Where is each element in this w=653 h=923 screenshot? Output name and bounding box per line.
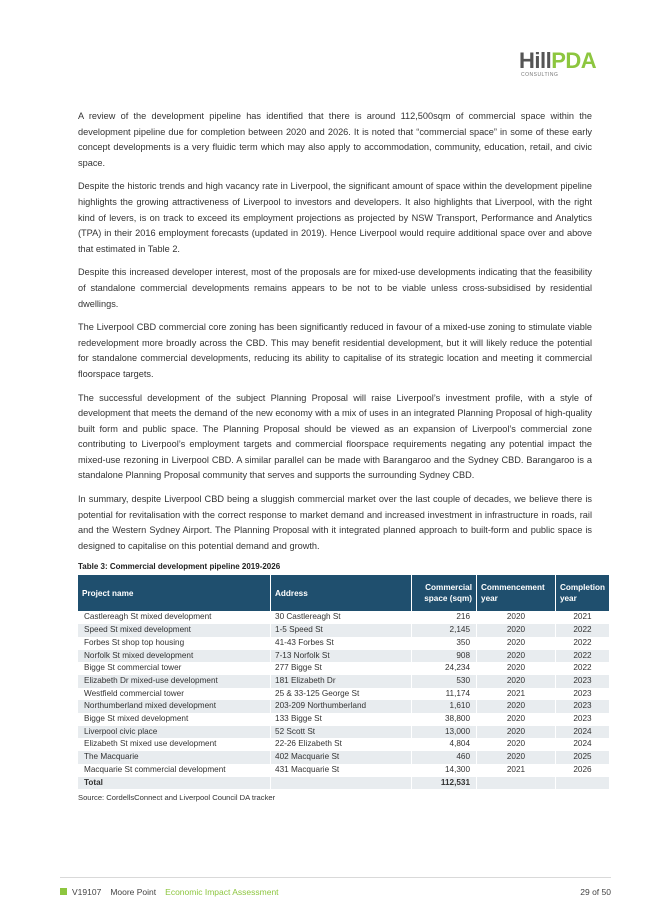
table-cell [555, 777, 609, 790]
table-row [78, 624, 609, 637]
table-cell: 431 Macquarie St [271, 764, 412, 777]
paragraph: The successful development of the subject Planning Proposal will raise Liverpool’s investment profile, with a style of development that meets the demand of the new economy with a mix of uses in an integrated Planning Proposal of high-quality built form and public space. The Planning Proposal should be viewed as an expansion of Liverpool’s commercial zone contributing to Liverpool’s employment targets and commercial floorspace requirements negating any potential impact the mixed-use rezoning in Liverpool CBD. A similar parallel can be made with Barangaroo and the Sydney CBD. Barangaroo is a standalone Planning Proposal community that serves and supports the surrounding Sydney CBD. [78, 392, 592, 481]
table-cell: 530 [412, 675, 477, 688]
column-header: Commencement year [477, 575, 556, 611]
logo-text-hill: Hill [519, 48, 552, 73]
table-cell [477, 777, 556, 790]
logo-text-pda: PDA [551, 48, 597, 73]
table-row [78, 751, 609, 764]
table-row [78, 611, 609, 624]
table-cell: 2021 [555, 611, 609, 624]
paragraph: Despite this increased developer interest, most of the proposals are for mixed-use developments indicating that the feasibility of standalone commercial developments remains appears to be not to be viable unless cross-subsidised by residential dwellings. [78, 267, 592, 309]
table-cell: 112,531 [412, 777, 477, 790]
table-cell: Bigge St commercial tower [78, 662, 271, 675]
table-row [78, 713, 609, 726]
footer-divider [60, 877, 611, 878]
table-row [78, 650, 609, 663]
table-row [78, 662, 609, 675]
table-cell: The Macquarie [78, 751, 271, 764]
table-cell: 2020 [477, 738, 556, 751]
table-cell: 2023 [555, 700, 609, 713]
table-cell: 2020 [477, 713, 556, 726]
column-header: Commercial space (sqm) [412, 575, 477, 611]
pipeline-table [78, 575, 609, 789]
table-cell: Macquarie St commercial development [78, 764, 271, 777]
table-row [78, 726, 609, 739]
table-cell: 350 [412, 637, 477, 650]
table-source-note: Source: CordellsConnect and Liverpool Council DA tracker [78, 793, 276, 803]
table-cell: 2026 [555, 764, 609, 777]
table-cell: 2020 [477, 611, 556, 624]
table-cell: Elizabeth St mixed use development [78, 738, 271, 751]
table-cell: 13,000 [412, 726, 477, 739]
paragraph: The Liverpool CBD commercial core zoning has been significantly reduced in favour of a mixed-use zoning to stimulate viable redevelopment more broadly across the CBD. This may benefit residential development, but it will likely reduce the potential for standalone commercial developments, reducing its ability to capitalise of its strategic location and meeting it commercial floorspace targets. [78, 322, 592, 379]
table-cell: 22-26 Elizabeth St [271, 738, 412, 751]
table-caption: Table 3: Commercial development pipeline 2019-2026 [78, 562, 281, 572]
table-cell: 133 Bigge St [271, 713, 412, 726]
column-header: Completion year [559, 583, 605, 604]
table-cell: 7-13 Norfolk St [271, 650, 412, 663]
table-cell: 2020 [477, 675, 556, 688]
table-cell: 30 Castlereagh St [271, 611, 412, 624]
table-cell: 277 Bigge St [271, 662, 412, 675]
table-cell: Bigge St mixed development [78, 713, 271, 726]
footer-report-title: Economic Impact Assessment [165, 887, 279, 897]
table-cell: Castlereagh St mixed development [78, 611, 271, 624]
table-cell: 1-5 Speed St [271, 624, 412, 637]
table-cell: Elizabeth Dr mixed-use development [78, 675, 271, 688]
table-cell: Forbes St shop top housing [78, 637, 271, 650]
paragraph: Despite the historic trends and high vacancy rate in Liverpool, the significant amount of space within the development pipeline highlights the growing attractiveness of Liverpool to investors and developers. It also highlights that Liverpool, with the right kind of levers, is on track to exceed its employment projections as projected by NSW Transport, Performance and Analytics (TPA) in their 2016 employment forecasts (updated in 2019). Hence Liverpool would require additional space over and above that estimated in Table 2. [78, 181, 592, 254]
table-cell: 2020 [477, 662, 556, 675]
table-cell: 11,174 [412, 688, 477, 701]
table-cell: 2020 [477, 650, 556, 663]
table-cell: 2020 [477, 624, 556, 637]
table-cell: 14,300 [412, 764, 477, 777]
logo-subtitle: CONSULTING [521, 72, 559, 78]
table-cell: Westfield commercial tower [78, 688, 271, 701]
table-cell: 2,145 [412, 624, 477, 637]
table-cell: Norfolk St mixed development [78, 650, 271, 663]
paragraph: In summary, despite Liverpool CBD being a sluggish commercial market over the last couple of decades, we believe there is potential for revitalisation with the correct response to market demand and increased investment in infrastructure in roads, rail and the Western Sydney Airport. The Planning Proposal with it integrated planned approach to built-form and public space is designed to capitalise on this potential demand and growth. [78, 494, 592, 551]
table-cell: 908 [412, 650, 477, 663]
table-cell: 24,234 [412, 662, 477, 675]
table-cell: Total [78, 777, 271, 790]
table-row [78, 764, 609, 777]
table-cell: 1,610 [412, 700, 477, 713]
page-footer [60, 887, 611, 897]
table-cell: 2021 [477, 764, 556, 777]
footer-code: V19107 [72, 887, 102, 897]
table-body [78, 611, 609, 789]
table-cell: 2022 [555, 624, 609, 637]
table-cell: 2024 [555, 738, 609, 751]
table-cell: 2024 [555, 726, 609, 739]
table-row [78, 688, 609, 701]
table-row [78, 700, 609, 713]
column-header: Address [271, 575, 412, 611]
table-cell: 52 Scott St [271, 726, 412, 739]
footer-project: Moore Point [110, 887, 157, 897]
table-cell: Liverpool civic place [78, 726, 271, 739]
table-cell: 4,804 [412, 738, 477, 751]
table-cell: 41-43 Forbes St [271, 637, 412, 650]
document-body [78, 109, 605, 803]
table-cell: 203-209 Northumberland [271, 700, 412, 713]
table-cell: 2025 [555, 751, 609, 764]
table-cell: 2020 [477, 637, 556, 650]
table-cell [271, 777, 412, 790]
table-cell: 2020 [477, 726, 556, 739]
column-header: Project name [78, 575, 271, 611]
table-cell: 460 [412, 751, 477, 764]
table-cell: 2021 [477, 688, 556, 701]
table-cell: 2022 [555, 637, 609, 650]
table-cell: 402 Macquarie St [271, 751, 412, 764]
table-total-row [78, 777, 609, 790]
hillpda-logo [519, 50, 609, 78]
table-cell: 181 Elizabeth Dr [271, 675, 412, 688]
table-cell: 2020 [477, 751, 556, 764]
table-cell: 2020 [477, 700, 556, 713]
table-row [78, 738, 609, 751]
table-row [78, 637, 609, 650]
table-cell: 2023 [555, 688, 609, 701]
table-cell: 2022 [555, 662, 609, 675]
table-header-row [78, 575, 609, 611]
table-cell: 25 & 33-125 George St [271, 688, 412, 701]
table-cell: 2023 [555, 713, 609, 726]
table-cell: Speed St mixed development [78, 624, 271, 637]
table-cell: 216 [412, 611, 477, 624]
table-cell: 38,800 [412, 713, 477, 726]
table-cell: Northumberland mixed development [78, 700, 271, 713]
table-cell: 2022 [555, 650, 609, 663]
table-cell: 2023 [555, 675, 609, 688]
table-row [78, 675, 609, 688]
paragraph: A review of the development pipeline has identified that there is around 112,500sqm of commercial space within the development pipeline due for completion between 2020 and 2026. It is noted that “commercial space” in some of these early concept developments is a very fluidic term which may also apply to accommodation, community, education, retail, and civic space. [78, 111, 592, 168]
footer-square-icon [60, 888, 67, 895]
page-number: 29 of 50 [580, 887, 611, 897]
